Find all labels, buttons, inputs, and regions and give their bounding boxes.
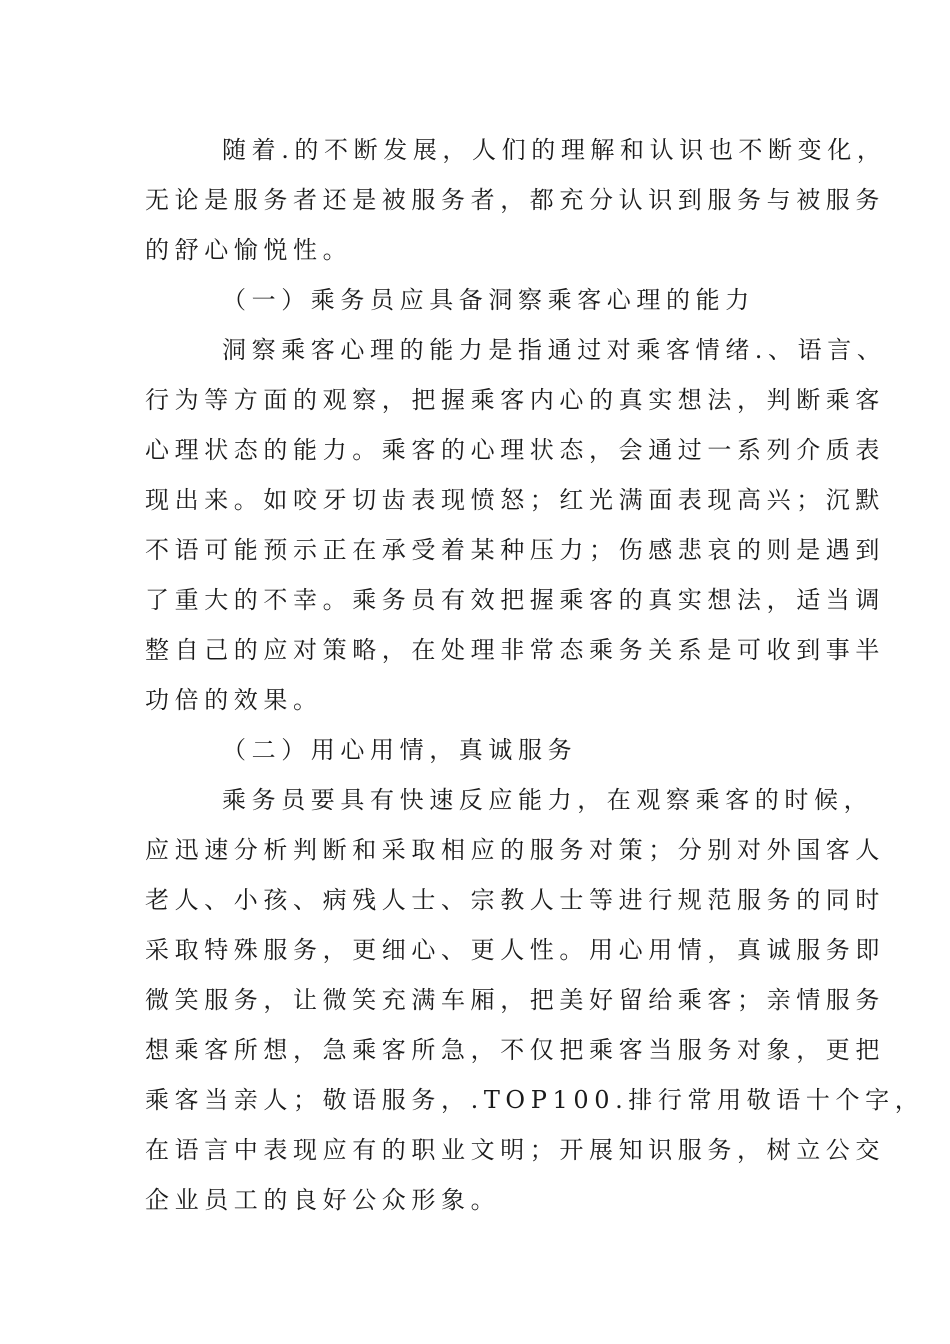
paragraph-2-line-7: 整自己的应对策略，在处理非常态乘务关系是可收到事半 <box>145 636 885 664</box>
paragraph-1-line-2: 无论是服务者还是被服务者，都充分认识到服务与被服务 <box>145 186 885 214</box>
paragraph-1-line-3: 的舒心愉悦性。 <box>145 236 353 264</box>
paragraph-3-line-2: 应迅速分析判断和采取相应的服务对策；分别对外国客人 <box>145 836 885 864</box>
paragraph-2-line-8: 功倍的效果。 <box>145 686 323 714</box>
paragraph-3-line-4: 采取特殊服务，更细心、更人性。用心用情，真诚服务即 <box>145 936 885 964</box>
paragraph-2-line-5: 不语可能预示正在承受着某种压力；伤感悲哀的则是遇到 <box>145 536 885 564</box>
paragraph-3-line-1: 乘务员要具有快速反应能力，在观察乘客的时候， <box>222 786 874 814</box>
paragraph-2-line-2: 行为等方面的观察，把握乘客内心的真实想法，判断乘客 <box>145 386 885 414</box>
paragraph-2-line-6: 了重大的不幸。乘务员有效把握乘客的真实想法，适当调 <box>145 586 885 614</box>
paragraph-2-line-1: 洞察乘客心理的能力是指通过对乘客情绪.、语言、 <box>222 336 887 364</box>
paragraph-1-line-1: 随着.的不断发展，人们的理解和认识也不断变化， <box>222 136 887 164</box>
paragraph-3-line-8: 在语言中表现应有的职业文明；开展知识服务，树立公交 <box>145 1136 885 1164</box>
paragraph-3-line-6: 想乘客所想，急乘客所急，不仅把乘客当服务对象，更把 <box>145 1036 885 1064</box>
paragraph-2-line-3: 心理状态的能力。乘客的心理状态，会通过一系列介质表 <box>145 436 885 464</box>
paragraph-3-line-3: 老人、小孩、病残人士、宗教人士等进行规范服务的同时 <box>145 886 885 914</box>
paragraph-3-line-9: 企业员工的良好公众形象。 <box>145 1186 501 1214</box>
section-heading-2: （二）用心用情，真诚服务 <box>222 736 578 764</box>
paragraph-2-line-4: 现出来。如咬牙切齿表现愤怒；红光满面表现高兴；沉默 <box>145 486 885 514</box>
paragraph-3-line-5: 微笑服务，让微笑充满车厢，把美好留给乘客；亲情服务 <box>145 986 885 1014</box>
section-heading-1: （一）乘务员应具备洞察乘客心理的能力 <box>222 286 755 314</box>
paragraph-3-line-7: 乘客当亲人；敬语服务，.TOP100.排行常用敬语十个字， <box>145 1086 925 1114</box>
